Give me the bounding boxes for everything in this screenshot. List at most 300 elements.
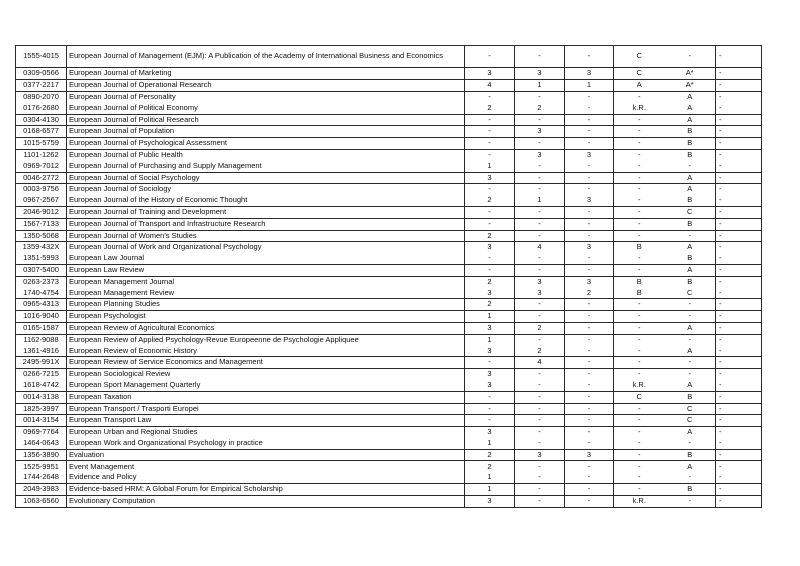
rating-cell-4a: k.R. (632, 380, 646, 389)
rating-cell-5: - (715, 253, 760, 264)
rating-cell-2: - (514, 92, 564, 103)
rating-cell-3: - (564, 207, 613, 218)
rating-cell-2: 3 (514, 150, 564, 161)
rating-cell-5: - (715, 265, 760, 276)
journal-row (16, 242, 761, 253)
issn-cell: 0263-2373 (23, 276, 59, 286)
rating-cell-1: - (464, 392, 514, 403)
rating-cell-4 (613, 115, 715, 126)
rating-cell-3: 3 (564, 242, 613, 253)
rating-cell-3: 3 (564, 277, 613, 288)
rating-cell-4b: B (687, 391, 693, 401)
rating-cell-1: - (464, 150, 514, 161)
rating-cell-3: - (564, 231, 613, 242)
rating-cell-2: - (514, 496, 564, 507)
rating-cell-1: 2 (464, 231, 514, 242)
rating-cell-3: - (564, 346, 613, 357)
rating-cell-2: - (514, 484, 564, 495)
journal-title-cell: Evidence and Policy (66, 472, 464, 483)
rating-cell-2: - (514, 184, 564, 195)
rating-cell-4 (613, 438, 715, 449)
rating-cell-4 (613, 461, 715, 472)
table-block (16, 173, 761, 185)
journal-title-cell: European Journal of Public Health (66, 150, 464, 161)
rating-cell-3: - (564, 138, 613, 149)
rating-cell-1: 2 (464, 461, 514, 472)
rating-cell-5: - (715, 150, 760, 161)
journal-row (16, 323, 761, 334)
rating-cell-4 (613, 231, 715, 242)
journal-row (16, 195, 761, 206)
rating-cell-4b: B (687, 138, 693, 148)
journal-title-cell: European Journal of the History of Economic Thought (66, 195, 464, 206)
issn-cell: 0965-4313 (23, 299, 59, 309)
rating-cell-1: - (464, 357, 514, 368)
issn-cell: 0377-2217 (23, 80, 59, 90)
journal-row (16, 311, 761, 322)
rating-cell-5: - (715, 277, 760, 288)
rating-cell-1: - (464, 265, 514, 276)
journal-row (16, 46, 761, 67)
journal-title-cell: European Journal of Sociology (66, 184, 464, 195)
rating-cell-4b: A* (685, 80, 694, 90)
rating-cell-3: - (564, 461, 613, 472)
journal-title-cell: European Journal of Political Economy (66, 103, 464, 114)
rating-cell-3: - (564, 404, 613, 415)
rating-cell-3: - (564, 253, 613, 264)
rating-cell-2: 1 (514, 195, 564, 206)
rating-cell-4b: C (687, 207, 693, 217)
rating-cell-2: - (514, 299, 564, 310)
journal-title-cell: European Management Journal (66, 277, 464, 288)
issn-cell: 1359-432X (22, 242, 60, 252)
rating-cell-4a: - (638, 195, 641, 205)
journal-row (16, 288, 761, 299)
rating-cell-4b: A (687, 172, 693, 182)
rating-cell-2: - (514, 335, 564, 346)
rating-cell-4a: - (638, 184, 641, 194)
rating-cell-5: - (715, 392, 760, 403)
rating-cell-5: - (715, 461, 760, 472)
rating-cell-3: - (564, 115, 613, 126)
rating-cell-1: 3 (464, 68, 514, 79)
issn-cell: 1015-5759 (23, 138, 59, 148)
table-block (16, 277, 761, 300)
rating-cell-3: - (564, 92, 613, 103)
journal-title-cell: European Planning Studies (66, 299, 464, 310)
rating-cell-1: - (464, 404, 514, 415)
rating-cell-5: - (715, 80, 760, 91)
rating-cell-2: 3 (514, 450, 564, 461)
journal-title-cell: European Transport Law (66, 415, 464, 426)
rating-cell-5: - (715, 92, 760, 103)
rating-cell-5: - (715, 496, 760, 507)
issn-cell: 1101-1262 (23, 150, 59, 160)
issn-cell: 1016-9040 (23, 311, 59, 321)
rating-cell-4a: - (638, 449, 641, 459)
rating-cell-4a: - (638, 323, 641, 333)
issn-cell: 0046-2772 (23, 172, 59, 182)
rating-cell-5: - (715, 335, 760, 346)
rating-cell-1: - (464, 253, 514, 264)
journal-title-cell: European Journal of Purchasing and Supply Management (66, 161, 464, 172)
rating-cell-4a: - (638, 369, 641, 379)
issn-cell: 0969-7012 (23, 160, 59, 170)
issn-cell: 0003-9756 (23, 184, 59, 194)
rating-cell-5: - (715, 346, 760, 357)
rating-cell-4a: - (638, 218, 641, 228)
journal-title-cell: European Sport Management Quarterly (66, 380, 464, 391)
rating-cell-2: - (514, 461, 564, 472)
rating-cell-3: - (564, 311, 613, 322)
rating-cell-1: - (464, 46, 514, 67)
rating-cell-2: - (514, 253, 564, 264)
rating-cell-2: - (514, 265, 564, 276)
journal-title-cell: European Psychologist (66, 311, 464, 322)
rating-cell-1: 3 (464, 288, 514, 299)
rating-cell-4a: - (638, 150, 641, 160)
rating-cell-3: 1 (564, 80, 613, 91)
journal-title-cell: European Journal of Social Psychology (66, 173, 464, 184)
issn-cell: 0309-0566 (23, 68, 59, 78)
journal-row (16, 161, 761, 172)
rating-cell-2: - (514, 219, 564, 230)
journal-title-cell: European Review of Agricultural Economics (66, 323, 464, 334)
rating-cell-4b: A* (685, 68, 694, 78)
journal-row (16, 346, 761, 357)
table-block (16, 311, 761, 323)
table-block (16, 242, 761, 265)
rating-cell-4a: - (638, 357, 641, 367)
rating-cell-5: - (715, 427, 760, 438)
journal-row (16, 253, 761, 264)
rating-cell-5: - (715, 299, 760, 310)
journal-title-cell: European Taxation (66, 392, 464, 403)
rating-cell-4 (613, 242, 715, 253)
issn-cell: 1350-5068 (23, 230, 59, 240)
rating-cell-5: - (715, 323, 760, 334)
rating-cell-4 (613, 380, 715, 391)
table-block (16, 150, 761, 173)
rating-cell-1: 2 (464, 103, 514, 114)
rating-cell-4b: A (687, 184, 693, 194)
rating-cell-5: - (715, 311, 760, 322)
rating-cell-4a: - (638, 172, 641, 182)
rating-cell-4a: - (638, 334, 641, 344)
rating-cell-5: - (715, 438, 760, 449)
table-block (16, 115, 761, 127)
journal-title-cell: Evaluation (66, 450, 464, 461)
rating-cell-3: 3 (564, 150, 613, 161)
rating-cell-4b: A (687, 461, 693, 471)
rating-cell-4b: B (687, 150, 693, 160)
rating-cell-4b: A (687, 427, 693, 437)
issn-cell: 0890-2070 (23, 92, 59, 102)
journal-row (16, 335, 761, 346)
table-block (16, 138, 761, 150)
rating-cell-1: 3 (464, 173, 514, 184)
rating-cell-4a: - (638, 427, 641, 437)
issn-cell: 2046-9012 (23, 207, 59, 217)
rating-cell-4a: B (636, 287, 642, 297)
rating-cell-2: 4 (514, 357, 564, 368)
journal-title-cell: European Journal of Management (EJM): A Publication of the Academy of International Business and Economics (66, 46, 464, 67)
rating-cell-4a: - (638, 403, 641, 413)
rating-cell-3: - (564, 103, 613, 114)
rating-cell-4 (613, 415, 715, 426)
rating-cell-5: - (715, 115, 760, 126)
rating-cell-2: 4 (514, 242, 564, 253)
rating-cell-4a: k.R. (632, 495, 646, 505)
rating-cell-4b: - (688, 311, 691, 321)
rating-cell-4b: - (688, 495, 691, 505)
journal-row (16, 299, 761, 310)
rating-cell-4a: B (636, 276, 642, 286)
rating-cell-5: - (715, 484, 760, 495)
rating-cell-3: - (564, 219, 613, 230)
table-block (16, 126, 761, 138)
rating-cell-4b: - (688, 160, 691, 170)
rating-cell-4b: - (688, 51, 691, 61)
issn-cell: 1464-0643 (23, 437, 59, 447)
journal-row (16, 103, 761, 114)
journal-title-cell: European Journal of Marketing (66, 68, 464, 79)
rating-cell-2: - (514, 415, 564, 426)
rating-cell-4b: B (687, 484, 693, 494)
rating-cell-1: - (464, 219, 514, 230)
rating-cell-1: 1 (464, 311, 514, 322)
rating-cell-5: - (715, 184, 760, 195)
rating-cell-4 (613, 126, 715, 137)
rating-cell-4 (613, 299, 715, 310)
rating-cell-3: - (564, 126, 613, 137)
rating-cell-4a: - (638, 472, 641, 482)
rating-cell-2: - (514, 161, 564, 172)
rating-cell-2: 3 (514, 277, 564, 288)
journal-title-cell: European Journal of Women's Studies (66, 231, 464, 242)
rating-cell-3: - (564, 415, 613, 426)
journal-title-cell: European Journal of Psychological Assessment (66, 138, 464, 149)
rating-cell-1: 2 (464, 277, 514, 288)
rating-cell-4b: - (688, 472, 691, 482)
rating-cell-1: 1 (464, 472, 514, 483)
rating-cell-3: - (564, 46, 613, 67)
rating-cell-4a: - (638, 484, 641, 494)
rating-cell-5: - (715, 288, 760, 299)
rating-cell-3: - (564, 438, 613, 449)
table-block (16, 404, 761, 416)
rating-cell-1: 2 (464, 450, 514, 461)
rating-cell-4b: - (688, 230, 691, 240)
journal-title-cell: European Law Journal (66, 253, 464, 264)
rating-cell-2: - (514, 427, 564, 438)
journal-row (16, 219, 761, 230)
rating-cell-5: - (715, 46, 760, 67)
rating-cell-4b: A (687, 380, 693, 389)
journal-row (16, 427, 761, 438)
rating-cell-3: 3 (564, 195, 613, 206)
journal-title-cell: European Journal of Population (66, 126, 464, 137)
rating-cell-4a: - (638, 160, 641, 170)
issn-cell: 1063-6560 (23, 495, 59, 505)
rating-cell-4 (613, 335, 715, 346)
rating-cell-2: 2 (514, 346, 564, 357)
rating-cell-4 (613, 92, 715, 103)
journal-row (16, 173, 761, 184)
rating-cell-3: - (564, 357, 613, 368)
journal-row (16, 496, 761, 507)
journal-row (16, 80, 761, 91)
rating-cell-4b: A (687, 114, 693, 124)
journal-title-cell: European Urban and Regional Studies (66, 427, 464, 438)
issn-cell: 1356-3890 (23, 449, 59, 459)
rating-cell-2: - (514, 404, 564, 415)
journal-row (16, 138, 761, 149)
rating-cell-4 (613, 450, 715, 461)
journal-title-cell: Event Management (66, 461, 464, 472)
rating-cell-3: - (564, 184, 613, 195)
rating-cell-4b: B (687, 195, 693, 205)
issn-cell: 2049-3983 (23, 484, 59, 494)
journal-row (16, 484, 761, 495)
rating-cell-3: - (564, 299, 613, 310)
rating-cell-1: 2 (464, 299, 514, 310)
rating-cell-2: - (514, 231, 564, 242)
journal-row (16, 369, 761, 380)
rating-cell-4 (613, 369, 715, 380)
journal-title-cell: Evolutionary Computation (66, 496, 464, 507)
journal-row (16, 265, 761, 276)
rating-cell-5: - (715, 195, 760, 206)
issn-cell: 0969-7764 (23, 427, 59, 437)
journal-row (16, 150, 761, 161)
rating-cell-4 (613, 265, 715, 276)
journal-row (16, 461, 761, 472)
rating-cell-4 (613, 161, 715, 172)
journal-row (16, 404, 761, 415)
rating-cell-2: - (514, 392, 564, 403)
rating-cell-4 (613, 392, 715, 403)
rating-cell-5: - (715, 369, 760, 380)
rating-cell-2: - (514, 380, 564, 391)
journal-title-cell: European Journal of Work and Organizational Psychology (66, 242, 464, 253)
table-block (16, 450, 761, 462)
rating-cell-4 (613, 207, 715, 218)
journal-row (16, 357, 761, 368)
table-block (16, 80, 761, 92)
journal-ratings-table (15, 45, 762, 508)
rating-cell-2: - (514, 138, 564, 149)
issn-cell: 0304-4130 (23, 114, 59, 124)
rating-cell-1: - (464, 126, 514, 137)
rating-cell-4 (613, 484, 715, 495)
journal-title-cell: European Journal of Operational Research (66, 80, 464, 91)
rating-cell-1: - (464, 115, 514, 126)
journal-row (16, 392, 761, 403)
rating-cell-4 (613, 103, 715, 114)
journal-row (16, 115, 761, 126)
rating-cell-5: - (715, 450, 760, 461)
rating-cell-1: 1 (464, 484, 514, 495)
rating-cell-4 (613, 219, 715, 230)
table-block (16, 415, 761, 427)
rating-cell-1: 3 (464, 346, 514, 357)
journal-title-cell: Evidence-based HRM: A Global Forum for Empirical Scholarship (66, 484, 464, 495)
rating-cell-4b: C (687, 403, 693, 413)
table-block (16, 219, 761, 231)
rating-cell-4 (613, 46, 715, 67)
rating-cell-5: - (715, 161, 760, 172)
rating-cell-4b: A (687, 102, 693, 112)
rating-cell-3: - (564, 161, 613, 172)
table-block (16, 184, 761, 207)
issn-cell: 0967-2567 (23, 195, 59, 205)
rating-cell-1: - (464, 207, 514, 218)
journal-title-cell: European Management Review (66, 288, 464, 299)
rating-cell-2: - (514, 115, 564, 126)
journal-title-cell: European Journal of Personality (66, 92, 464, 103)
issn-cell: 0165-1587 (23, 323, 59, 333)
rating-cell-3: - (564, 369, 613, 380)
rating-cell-5: - (715, 219, 760, 230)
rating-cell-1: 3 (464, 323, 514, 334)
rating-cell-4a: - (638, 461, 641, 471)
journal-title-cell: European Transport / Trasporti Europei (66, 404, 464, 415)
rating-cell-2: - (514, 46, 564, 67)
rating-cell-2: 3 (514, 126, 564, 137)
rating-cell-4 (613, 311, 715, 322)
table-block (16, 231, 761, 243)
table-block (16, 484, 761, 496)
rating-cell-4 (613, 496, 715, 507)
rating-cell-4 (613, 195, 715, 206)
table-block (16, 357, 761, 369)
rating-cell-4a: - (638, 265, 641, 275)
rating-cell-1: 1 (464, 438, 514, 449)
journal-title-cell: European Work and Organizational Psychology in practice (66, 438, 464, 449)
issn-cell: 0266-7215 (23, 369, 59, 379)
journal-row (16, 472, 761, 483)
rating-cell-4 (613, 80, 715, 91)
rating-cell-1: - (464, 92, 514, 103)
rating-cell-4a: - (638, 207, 641, 217)
table-block (16, 335, 761, 358)
rating-cell-2: - (514, 438, 564, 449)
rating-cell-4a: - (638, 230, 641, 240)
rating-cell-1: - (464, 184, 514, 195)
rating-cell-5: - (715, 138, 760, 149)
rating-cell-4b: B (687, 253, 693, 263)
rating-cell-1: - (464, 138, 514, 149)
issn-cell: 0307-5400 (23, 265, 59, 275)
rating-cell-4a: - (638, 415, 641, 425)
rating-cell-4a: C (636, 68, 642, 78)
rating-cell-5: - (715, 357, 760, 368)
rating-cell-5: - (715, 242, 760, 253)
rating-cell-4b: - (688, 357, 691, 367)
issn-cell: 0014-3154 (23, 415, 59, 425)
rating-cell-1: 3 (464, 369, 514, 380)
rating-cell-4 (613, 472, 715, 483)
rating-cell-3: - (564, 484, 613, 495)
rating-cell-5: - (715, 103, 760, 114)
rating-cell-2: - (514, 472, 564, 483)
issn-cell: 1555-4015 (23, 51, 59, 61)
issn-cell: 0176-2680 (23, 102, 59, 112)
rating-cell-4b: B (687, 276, 693, 286)
rating-cell-4a: - (638, 437, 641, 447)
journal-row (16, 380, 761, 391)
